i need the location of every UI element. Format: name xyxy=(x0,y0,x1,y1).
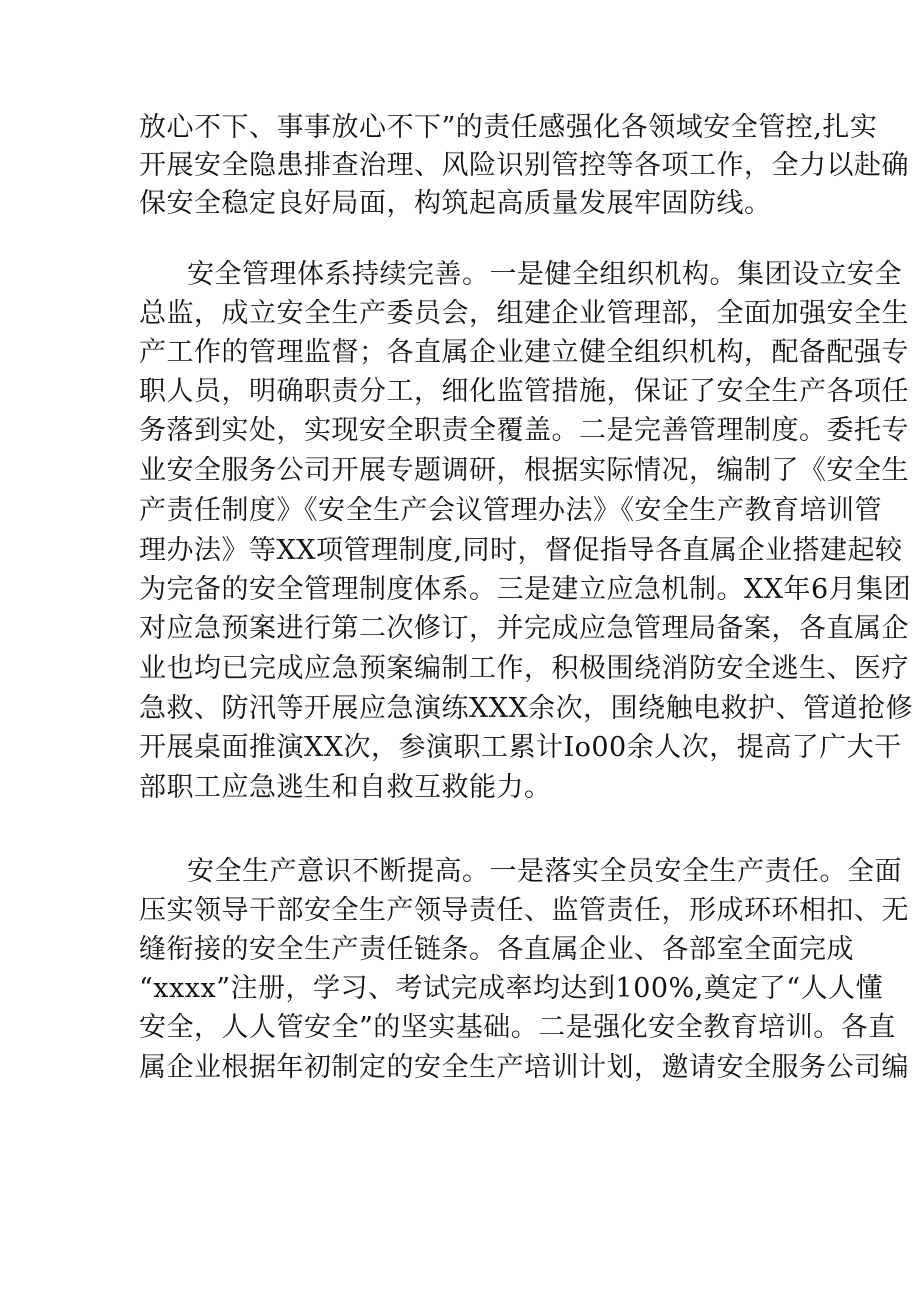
paragraph-1-line-2: 开展安全隐患排查治理、风险识别管控等各项工作，全力以赴确 xyxy=(139,150,909,181)
paragraph-2-line-12: 急救、防汛等开展应急演练XXX余次，围绕触电救护、管道抢修 xyxy=(139,693,914,724)
paragraph-2-line-8: 理办法》等XX项管理制度,同时，督促指导各直属企业搭建起较 xyxy=(139,535,903,566)
paragraph-3-line-3: 缝衔接的安全生产责任链条。各直属企业、各部室全面完成 xyxy=(139,934,854,965)
paragraph-3-line-6: 属企业根据年初制定的安全生产培训计划，邀请安全服务公司编 xyxy=(139,1052,909,1083)
paragraph-2-line-1: 安全管理体系持续完善。一是健全组织机构。集团设立安全 xyxy=(187,259,902,290)
paragraph-3-line-2: 压实领导干部安全生产领导责任、监管责任，形成环环相扣、无 xyxy=(139,895,909,926)
paragraph-2-line-7: 产责任制度》《安全生产会议管理办法》《安全生产教育培训管 xyxy=(139,495,882,526)
paragraph-3-line-1: 安全生产意识不断提高。一是落实全员安全生产责任。全面 xyxy=(187,856,902,887)
paragraph-2-line-5: 务落到实处，实现安全职责全覆盖。二是完善管理制度。委托专 xyxy=(139,415,909,446)
paragraph-2-line-2: 总监，成立安全生产委员会，组建企业管理部，全面加强安全生 xyxy=(139,298,909,329)
paragraph-3-line-5: 安全，人人管安全”的坚实基础。二是强化安全教育培训。各直 xyxy=(139,1012,896,1043)
paragraph-2-line-10: 对应急预案进行第二次修订，并完成应急管理局备案，各直属企 xyxy=(139,613,909,644)
paragraph-1-line-3: 保安全稳定良好局面，构筑起高质量发展牢固防线。 xyxy=(139,188,772,219)
paragraph-1-line-1: 放心不下、事事放心不下”的责任感强化各领域安全管控,扎实 xyxy=(139,112,878,143)
paragraph-2-line-9: 为完备的安全管理制度体系。三是建立应急机制。XX年6月集团 xyxy=(139,574,912,605)
paragraph-2-line-14: 部职工应急逃生和自救互救能力。 xyxy=(139,772,552,803)
paragraph-2-line-3: 产工作的管理监督；各直属企业建立健全组织机构，配备配强专 xyxy=(139,337,909,368)
paragraph-3-line-4: “xxxx”注册，学习、考试完成率均达到100%,奠定了“人人懂 xyxy=(139,973,884,1004)
paragraph-2-line-4: 职人员，明确职责分工，细化监管措施，保证了安全生产各项任 xyxy=(139,376,909,407)
paragraph-2-line-11: 业也均已完成应急预案编制工作，积极围绕消防安全逃生、医疗 xyxy=(139,653,909,684)
paragraph-2-line-6: 业安全服务公司开展专题调研，根据实际情况，编制了《安全生 xyxy=(139,455,909,486)
paragraph-2-line-13: 开展桌面推演XX次，参演职工累计Io00余人次，提高了广大干 xyxy=(139,732,902,763)
